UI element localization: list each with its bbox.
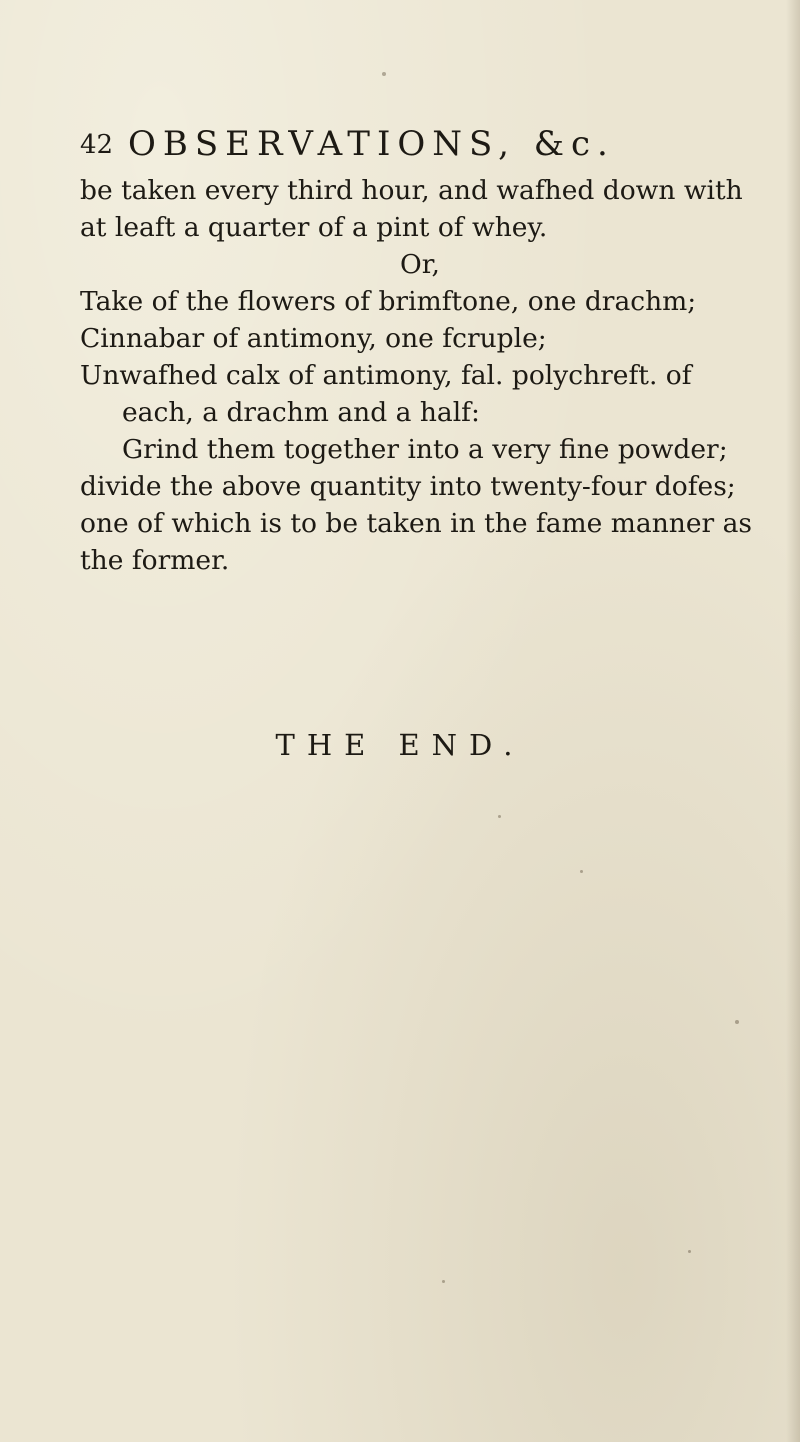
paper-speck (580, 870, 583, 873)
page-header (80, 118, 760, 168)
page-number: 42 (80, 130, 114, 160)
text-line: Unwafhed calx of antimony, fal. polychreft. of (80, 360, 692, 391)
text-line: Grind them together into a very fine powder; (122, 434, 728, 465)
paper-speck (735, 1020, 739, 1024)
text-line: divide the above quantity into twenty-four dofes; (80, 471, 736, 502)
text-line: be taken every third hour, and wafhed down with (80, 175, 743, 206)
running-head: OBSERVATIONS, &c. (128, 124, 615, 164)
text-line: at leaft a quarter of a pint of whey. (80, 212, 548, 243)
paper-speck (498, 815, 501, 818)
page-edge-shadow (786, 0, 800, 1442)
paper-speck (442, 1280, 445, 1283)
text-line: the former. (80, 545, 230, 576)
body-text (80, 172, 760, 579)
paper-speck (688, 1250, 691, 1253)
text-line-or: Or, (400, 249, 440, 280)
text-line: each, a drachm and a half: (122, 397, 480, 428)
colophon-the-end: THE END. (275, 728, 525, 762)
paper-speck (382, 72, 386, 76)
text-line: one of which is to be taken in the fame manner as (80, 508, 753, 539)
text-line: Take of the flowers of brimftone, one drachm; (80, 286, 697, 317)
text-line: Cinnabar of antimony, one fcruple; (80, 323, 547, 354)
